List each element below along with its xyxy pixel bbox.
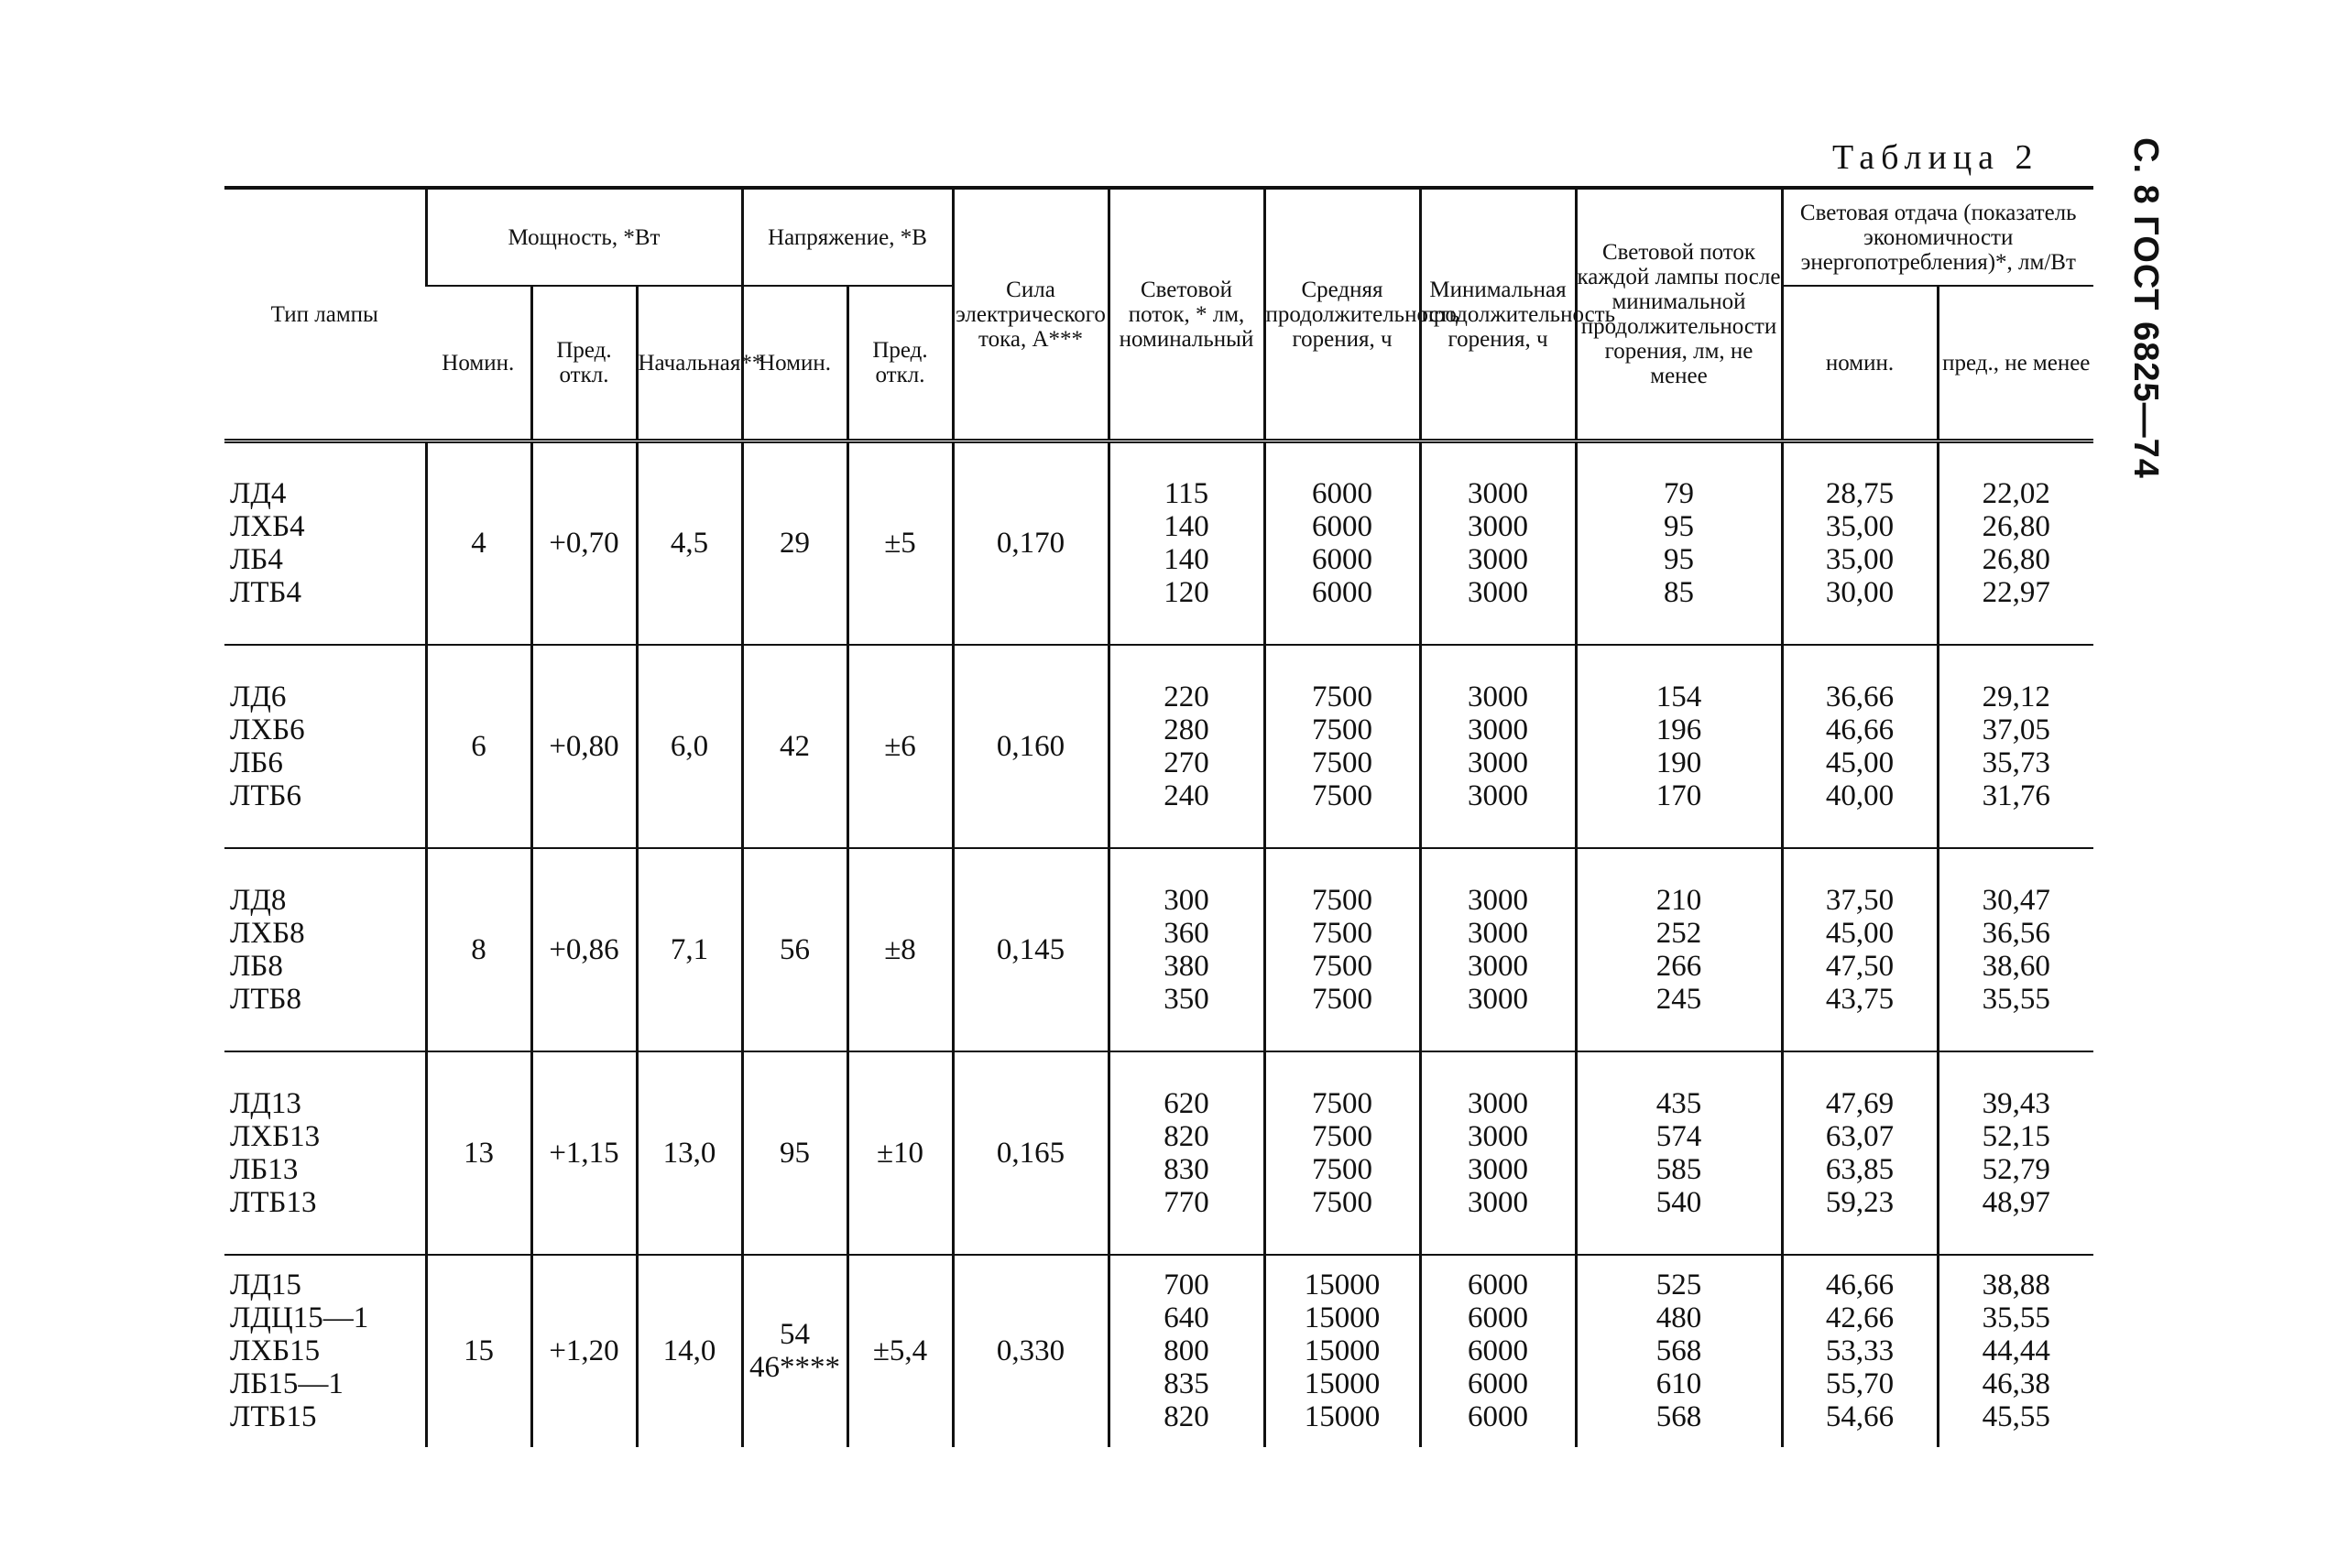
table-row [224,848,2093,1051]
lamp-type-list [224,848,426,1051]
power-nom-value [426,645,531,848]
table-cell-line: 48,97 [1982,1185,2050,1219]
header-voltage-nom: Номин. [742,286,847,441]
header-flux: Световой поток, * лм, номинальный [1109,188,1264,441]
table-cell-line: 52,79 [1982,1152,2050,1186]
table-cell-line: 6000 [1468,1269,1528,1301]
table-cell-line: 140 [1164,510,1209,544]
table-cell-line: 7500 [1312,1119,1372,1153]
table-cell-value: 4,5 [670,527,709,561]
table-cell-line: 3000 [1468,1119,1528,1153]
table-cell-line: 15000 [1304,1301,1381,1334]
table-cell-line: 585 [1655,1152,1702,1186]
table-cell-value: ±5,4 [872,1334,928,1367]
voltage-nom-line: 56 [780,932,810,966]
avg-life-list [1264,848,1420,1051]
table-cell-value: ±5 [884,527,916,561]
header-voltage: Напряжение, *В [742,188,953,286]
table-cell-line: 3000 [1468,680,1528,713]
header-avg-life: Средняя продолжительность горения, ч [1264,188,1420,441]
table-cell-line: 7500 [1312,982,1372,1016]
flux-after-list [1576,645,1782,848]
table-cell-line: 30,00 [1825,576,1895,610]
table-cell-line: 45,55 [1982,1400,2050,1433]
table-cell-line: 620 [1164,1086,1209,1120]
lamp-type-list [224,645,426,848]
voltage-nom-line: 42 [780,729,810,763]
table-cell-line: 46,38 [1982,1367,2050,1400]
table-cell-line: 26,80 [1982,543,2050,577]
voltage-nom-value [742,1255,847,1447]
table-cell-line: 3000 [1468,713,1528,746]
table-cell-line: 610 [1655,1367,1702,1400]
flux-list [1109,645,1264,848]
table-cell-line: 52,15 [1982,1119,2050,1153]
power-nom-value [426,1051,531,1255]
lamp-type-list [224,441,426,645]
avg-life-list [1264,645,1420,848]
table-cell-value: ±10 [876,1136,924,1170]
table-cell-value: 13 [464,1136,494,1170]
table-cell-line: 3000 [1468,779,1528,812]
table-cell-line: 7500 [1312,916,1372,950]
table-cell-line: 6000 [1312,543,1372,577]
current-value [953,848,1109,1051]
table-cell-line: ЛХБ15 [230,1334,321,1367]
table-cell-line: 245 [1655,982,1702,1016]
table-cell-line: 7500 [1312,1086,1372,1120]
table-cell-line: 85 [1664,576,1694,610]
power-nom-value [426,1255,531,1447]
table-cell-line: 22,97 [1982,576,2050,610]
table-cell-line: 3000 [1468,949,1528,983]
table-row [224,1255,2093,1447]
table-cell-line: 6000 [1312,510,1372,544]
table-cell-value: 14,0 [662,1334,716,1367]
power-initial-value [637,1255,742,1447]
table-cell-line: 40,00 [1825,779,1895,812]
header-current: Сила электрического тока, А*** [953,188,1109,441]
table-cell-line: 7500 [1312,949,1372,983]
table-cell-line: 59,23 [1825,1185,1895,1219]
table-cell-line: 45,00 [1825,916,1895,950]
efficacy-min-list [1938,1255,2093,1447]
table-cell-value: 4 [471,527,486,561]
voltage-nom-value [742,848,847,1051]
flux-list [1109,1255,1264,1447]
table-cell-line: 15000 [1304,1269,1381,1301]
header-min-life: Минимальная продолжительность горения, ч [1420,188,1576,441]
table-cell-line: 35,73 [1982,746,2050,779]
table-cell-line: 26,80 [1982,510,2050,544]
table-cell-value: 0,165 [996,1136,1065,1170]
table-cell-line: 240 [1164,779,1209,812]
table-cell-line: 6000 [1312,477,1372,511]
min-life-list [1420,1255,1576,1447]
table-cell-line: 266 [1655,949,1702,983]
table-cell-line: ЛХБ8 [230,916,305,950]
table-cell-line: 42,66 [1825,1301,1895,1334]
table-cell-line: 196 [1655,713,1702,746]
table-cell-line: 55,70 [1825,1367,1895,1400]
table-cell-line: 540 [1655,1185,1702,1219]
lamp-parameters-table [224,186,2093,1447]
table-cell-value: 0,330 [996,1334,1065,1367]
efficacy-nom-list [1782,441,1938,645]
table-cell-line: ЛТБ13 [230,1185,317,1219]
table-cell-value: 7,1 [670,932,709,966]
table-cell-line: 220 [1164,680,1209,713]
table-cell-line: 7500 [1312,883,1372,917]
table-cell-line: 6000 [1312,576,1372,610]
table-cell-line: 79 [1664,477,1694,511]
power-dev-value [531,645,637,848]
table-cell-line: 63,85 [1825,1152,1895,1186]
table-cell-line: ЛБ6 [230,746,283,779]
table-cell-value: 6 [471,729,486,763]
header-efficacy-nom: номин. [1782,286,1938,441]
avg-life-list [1264,441,1420,645]
table-cell-value: 13,0 [662,1136,716,1170]
table-cell-line: 6000 [1468,1301,1528,1334]
table-cell-line: 525 [1655,1269,1702,1301]
table-cell-line: 3000 [1468,1086,1528,1120]
table-cell-line: 35,00 [1825,510,1895,544]
table-cell-line: ЛБ15—1 [230,1367,344,1400]
table-cell-line: 37,05 [1982,713,2050,746]
table-cell-line: 15000 [1304,1400,1381,1433]
table-cell-line: 35,55 [1982,982,2050,1016]
table-cell-line: 38,88 [1982,1269,2050,1301]
table-cell-line: 170 [1655,779,1702,812]
current-value [953,1255,1109,1447]
min-life-list [1420,848,1576,1051]
table-cell-line: ЛТБ6 [230,779,301,812]
table-cell-line: 3000 [1468,1185,1528,1219]
power-nom-value [426,441,531,645]
table-cell-line: 820 [1164,1400,1209,1433]
table-cell-line: 3000 [1468,576,1528,610]
voltage-nom-line: 29 [780,527,810,561]
efficacy-min-list [1938,848,2093,1051]
efficacy-nom-list [1782,848,1938,1051]
table-cell-line: 435 [1655,1086,1702,1120]
table-cell-line: 7500 [1312,1185,1372,1219]
power-dev-value [531,1255,637,1447]
table-cell-value: 0,160 [996,729,1065,763]
table-cell-line: 568 [1655,1400,1702,1433]
table-cell-line: 15000 [1304,1334,1381,1367]
table-cell-line: 6000 [1468,1334,1528,1367]
table-cell-value: +1,20 [549,1334,619,1367]
flux-after-list [1576,441,1782,645]
header-flux-after: Световой поток каждой лампы после минимальной продолжительности горения, лм, не менее [1576,188,1782,441]
table-cell-line: 47,50 [1825,949,1895,983]
efficacy-min-list [1938,441,2093,645]
table-cell-line: 252 [1655,916,1702,950]
table-cell-line: 3000 [1468,1152,1528,1186]
power-nom-value [426,848,531,1051]
current-value [953,645,1109,848]
table-cell-line: 3000 [1468,510,1528,544]
table-cell-line: 350 [1164,982,1209,1016]
table-cell-line: 7500 [1312,746,1372,779]
voltage-nom-value [742,441,847,645]
efficacy-min-list [1938,1051,2093,1255]
voltage-dev-value [847,1255,953,1447]
table-row [224,441,2093,645]
current-value [953,1051,1109,1255]
header-type: Тип лампы [270,301,378,327]
table-cell-value: 15 [464,1334,494,1367]
table-cell-line: ЛХБ13 [230,1119,321,1153]
page-side-label: С. 8 ГОСТ 6825—74 [2126,137,2165,479]
header-efficacy: Световая отдача (показатель экономичности энергопотребления)*, лм/Вт [1782,188,2093,286]
table-cell-value: 0,170 [996,527,1065,561]
table-cell-line: 53,33 [1825,1334,1895,1367]
table-cell-value: +1,15 [549,1136,619,1170]
table-cell-line: 800 [1164,1334,1209,1367]
power-dev-value [531,1051,637,1255]
flux-list [1109,441,1264,645]
table-cell-line: 43,75 [1825,982,1895,1016]
table-cell-line: 835 [1164,1367,1209,1400]
table-cell-line: 7500 [1312,713,1372,746]
power-dev-value [531,848,637,1051]
table-cell-line: 44,44 [1982,1334,2050,1367]
table-cell-line: 95 [1664,510,1694,544]
voltage-dev-value [847,1051,953,1255]
voltage-dev-value [847,848,953,1051]
table-cell-line: 28,75 [1825,477,1895,511]
table-cell-line: ЛТБ4 [230,576,301,610]
flux-list [1109,1051,1264,1255]
table-cell-line: 47,69 [1825,1086,1895,1120]
header-efficacy-min: пред., не менее [1938,286,2093,441]
power-initial-value [637,645,742,848]
table-cell-line: 37,50 [1825,883,1895,917]
min-life-list [1420,645,1576,848]
table-cell-line: 7500 [1312,779,1372,812]
voltage-nom-value [742,645,847,848]
efficacy-nom-list [1782,1255,1938,1447]
table-cell-line: ЛТБ15 [230,1400,317,1433]
header-voltage-dev: Пред. откл. [847,286,953,441]
table-cell-line: 300 [1164,883,1209,917]
table-cell-line: 770 [1164,1185,1209,1219]
table-cell-line: 3000 [1468,477,1528,511]
table-cell-value: 6,0 [670,729,709,763]
header-power-initial: Начальная** [637,286,742,441]
table-cell-line: 140 [1164,543,1209,577]
table-cell-line: 46,66 [1825,1269,1895,1301]
lamp-type-list [224,1051,426,1255]
table-cell-line: 46,66 [1825,713,1895,746]
power-initial-value [637,848,742,1051]
table-cell-line: 360 [1164,916,1209,950]
table-cell-line: 120 [1164,576,1209,610]
table-cell-line: 15000 [1304,1367,1381,1400]
table-cell-line: 22,02 [1982,477,2050,511]
table-cell-line: 190 [1655,746,1702,779]
table-cell-line: 45,00 [1825,746,1895,779]
table-cell-line: 30,47 [1982,883,2050,917]
header-power: Мощность, *Вт [426,188,742,286]
table-cell-line: 210 [1655,883,1702,917]
table-cell-line: ЛХБ6 [230,713,305,746]
table-cell-value: ±8 [884,932,916,966]
table-cell-line: 36,56 [1982,916,2050,950]
table-cell-line: 830 [1164,1152,1209,1186]
table-cell-line: 35,00 [1825,543,1895,577]
table-cell-line: ЛД6 [230,680,287,713]
table-cell-value: 0,145 [996,932,1065,966]
table-row [224,1051,2093,1255]
table-caption: Таблица 2 [1832,138,2039,177]
table-cell-value: +0,86 [549,932,619,966]
table-cell-line: 3000 [1468,883,1528,917]
table-cell-line: 3000 [1468,916,1528,950]
table-cell-line: 36,66 [1825,680,1895,713]
table-cell-line: 95 [1664,543,1694,577]
efficacy-min-list [1938,645,2093,848]
table-cell-line: 39,43 [1982,1086,2050,1120]
power-initial-value [637,1051,742,1255]
lamp-type-list [224,1255,426,1447]
table-cell-line: 3000 [1468,982,1528,1016]
flux-after-list [1576,848,1782,1051]
table-cell-value: +0,80 [549,729,619,763]
table-cell-line: 574 [1655,1119,1702,1153]
table-cell-line: 154 [1655,680,1702,713]
table-cell-line: 270 [1164,746,1209,779]
table-cell-line: ЛБ13 [230,1152,299,1186]
flux-list [1109,848,1264,1051]
table-cell-line: 38,60 [1982,949,2050,983]
table-cell-line: ЛД15 [230,1269,301,1301]
table-cell-line: ЛД13 [230,1086,301,1120]
voltage-nom-line: 54 [780,1318,810,1351]
avg-life-list [1264,1255,1420,1447]
table-cell-line: 6000 [1468,1367,1528,1400]
table-cell-line: ЛБ4 [230,543,283,577]
voltage-nom-value [742,1051,847,1255]
min-life-list [1420,1051,1576,1255]
table-cell-line: 31,76 [1982,779,2050,812]
avg-life-list [1264,1051,1420,1255]
table-cell-value: +0,70 [549,527,619,561]
header-power-dev: Пред. откл. [531,286,637,441]
table-cell-value: 8 [471,932,486,966]
table-cell-line: 7500 [1312,680,1372,713]
table-cell-line: 700 [1164,1269,1209,1301]
power-dev-value [531,441,637,645]
power-initial-value [637,441,742,645]
voltage-nom-alt-line: 46**** [749,1351,840,1384]
flux-after-list [1576,1255,1782,1447]
table-body [224,441,2093,1447]
table-cell-line: ЛД8 [230,883,287,917]
voltage-dev-value [847,441,953,645]
voltage-nom-line: 95 [780,1136,810,1170]
table-cell-line: 35,55 [1982,1301,2050,1334]
table-cell-line: ЛХБ4 [230,510,305,544]
table-cell-line: 820 [1164,1119,1209,1153]
header-power-nom: Номин. [442,350,515,376]
table-cell-line: ЛД4 [230,477,287,511]
table-cell-line: 54,66 [1825,1400,1895,1433]
table-cell-line: 115 [1164,477,1209,511]
table-cell-line: 480 [1655,1301,1702,1334]
table-cell-line: 29,12 [1982,680,2050,713]
min-life-list [1420,441,1576,645]
voltage-dev-value [847,645,953,848]
table-row [224,645,2093,848]
table-cell-line: 640 [1164,1301,1209,1334]
table-cell-value: ±6 [884,729,916,763]
table-header [224,188,2093,441]
table-cell-line: 7500 [1312,1152,1372,1186]
table-cell-line: ЛБ8 [230,949,283,983]
table-cell-line: ЛДЦ15—1 [230,1301,369,1334]
table-cell-line: 6000 [1468,1400,1528,1433]
efficacy-nom-list [1782,1051,1938,1255]
table-cell-line: 568 [1655,1334,1702,1367]
table-cell-line: ЛТБ8 [230,982,301,1016]
flux-after-list [1576,1051,1782,1255]
table-cell-line: 380 [1164,949,1209,983]
table-cell-line: 3000 [1468,746,1528,779]
current-value [953,441,1109,645]
table-cell-line: 280 [1164,713,1209,746]
table-cell-line: 63,07 [1825,1119,1895,1153]
efficacy-nom-list [1782,645,1938,848]
table-cell-line: 3000 [1468,543,1528,577]
